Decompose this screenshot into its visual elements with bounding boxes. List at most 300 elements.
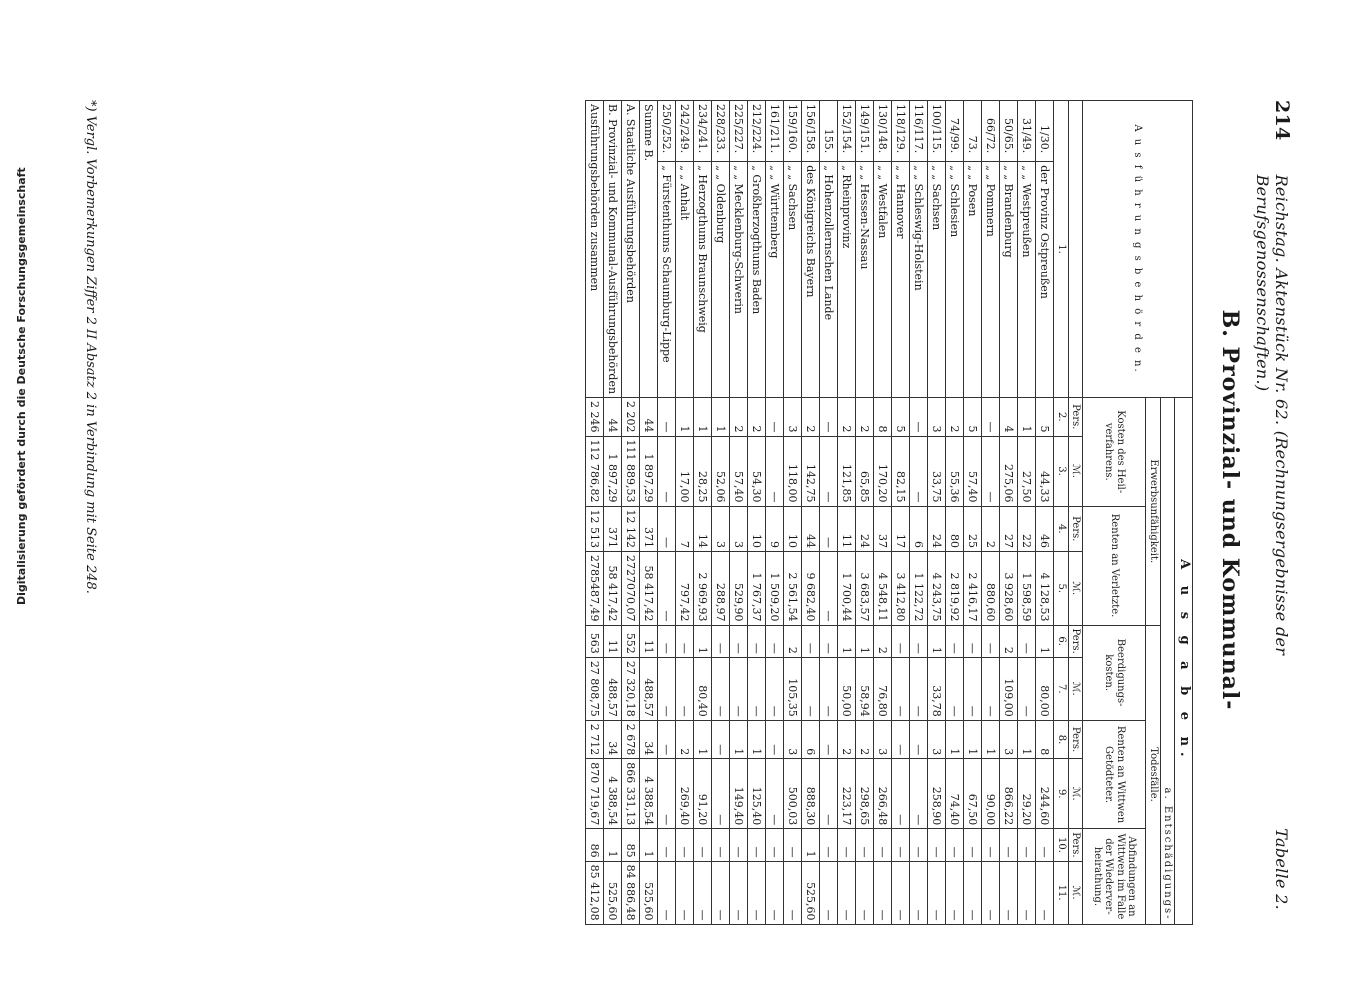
page-header (1253, 100, 1293, 910)
col-number: 3. (1054, 436, 1069, 506)
cell-c9: 29,20 (1018, 759, 1036, 829)
row-number: 250/252. (658, 101, 676, 162)
cell-c6: — (964, 625, 982, 657)
cell-c4: 46 (1036, 506, 1054, 552)
table-row (856, 101, 874, 925)
cell-c4: 11 (838, 506, 856, 552)
cell-c3: 44,33 (1036, 436, 1054, 506)
cell-c2: 3 (784, 398, 802, 437)
cell-c6: — (712, 625, 730, 657)
col-number: 5. (1054, 552, 1069, 625)
authority-name: „ „ Oldenburg (712, 162, 730, 398)
cell-c2: 4 (1000, 398, 1018, 437)
cell-c7: — (748, 657, 766, 720)
cell-c11: — (676, 861, 694, 924)
row-number: 234/241. (694, 101, 712, 162)
cell-c11: — (712, 861, 730, 924)
digitization-notice: Digitalisierung gefördert durch die Deutsche Forschungsgemeinschaft (15, 167, 28, 605)
cell-c9: 258,90 (928, 759, 946, 829)
cell-c11: — (694, 861, 712, 924)
cell-c3: 55,36 (946, 436, 964, 506)
cell-c6: 2 (1000, 625, 1018, 657)
cell-c6: — (1018, 625, 1036, 657)
cell-c11: 525,60 (640, 861, 658, 924)
cell-c8: — (892, 720, 910, 759)
cell-c8: 1 (730, 720, 748, 759)
cell-c2: — (982, 398, 1000, 437)
authority-name: „ „ Württemberg (766, 162, 784, 398)
cell-c7: 27 808,75 (586, 657, 604, 720)
cell-c5: 3 412,80 (892, 552, 910, 625)
cell-c6: 563 (586, 625, 604, 657)
table-row (946, 101, 964, 925)
cell-c7: 33,78 (928, 657, 946, 720)
cell-c4: 22 (1018, 506, 1036, 552)
table-label: Tabelle 2. (1272, 828, 1291, 910)
authority-name: des Königreichs Bayern (802, 162, 820, 398)
row-number: 228/233. (712, 101, 730, 162)
authority-name: der Provinz Ostpreußen (1036, 162, 1054, 398)
header-mark: ℳ. (1068, 759, 1083, 829)
cell-c11: — (910, 861, 928, 924)
cell-c6: 1 (928, 625, 946, 657)
cell-c8: 2 712 (586, 720, 604, 759)
footnote: *) Vergl. Vorbemerkungen Ziffer 2 II Absatz 2 in Verbindung mit Seite 248. (83, 100, 98, 594)
cell-c6: — (946, 625, 964, 657)
cell-c3: 27,50 (1018, 436, 1036, 506)
cell-c11: — (838, 861, 856, 924)
cell-c11: — (964, 861, 982, 924)
col-number: 9. (1054, 759, 1069, 829)
cell-c6: 1 (1036, 625, 1054, 657)
cell-c11: — (784, 861, 802, 924)
header-abfindungen: Abfindungen an Wittwen im Falle der Wiederver-heirathung. (1083, 829, 1146, 924)
cell-c7: 80,00 (1036, 657, 1054, 720)
cell-c9: 67,50 (964, 759, 982, 829)
cell-c5: 1 767,37 (748, 552, 766, 625)
cell-c9: — (766, 759, 784, 829)
col-number: 2. (1054, 398, 1069, 437)
cell-c5: 58 417,42 (640, 552, 658, 625)
cell-c3: 65,85 (856, 436, 874, 506)
cell-c4: 3 (712, 506, 730, 552)
cell-c9: 244,60 (1036, 759, 1054, 829)
cell-c5: 9 682,40 (802, 552, 820, 625)
header-ausfuehrung: A u s f ü h r u n g s b e h ö r d e n. (1083, 101, 1193, 398)
cell-c2: 44 (640, 398, 658, 437)
cell-c5: 2 969,93 (694, 552, 712, 625)
row-number: 66/72. (982, 101, 1000, 162)
cell-c9: 870 719,67 (586, 759, 604, 829)
cell-c3: 1 897,29 (640, 436, 658, 506)
cell-c8: 1 (1018, 720, 1036, 759)
authority-name: „ Herzogthums Braunschweig (694, 162, 712, 398)
cell-c8: 3 (874, 720, 892, 759)
cell-c4: 2 (982, 506, 1000, 552)
cell-c7: 76,80 (874, 657, 892, 720)
cell-c3: 17,00 (676, 436, 694, 506)
cell-c3: 118,00 (784, 436, 802, 506)
header-pers: Pers. (1068, 720, 1083, 759)
cell-c8: 6 (802, 720, 820, 759)
cell-c9: 866,22 (1000, 759, 1018, 829)
header-pers: Pers. (1068, 506, 1083, 552)
cell-c5: 4 128,53 (1036, 552, 1054, 625)
cell-c6: 11 (604, 625, 622, 657)
cell-c11: — (946, 861, 964, 924)
cell-c4: 44 (802, 506, 820, 552)
header-mark: ℳ. (1068, 861, 1083, 924)
cell-c9: — (712, 759, 730, 829)
table-row (694, 101, 712, 925)
cell-c7: — (766, 657, 784, 720)
cell-c5: 2 561,54 (784, 552, 802, 625)
cell-c7: 58,94 (856, 657, 874, 720)
cell-c3: 52,06 (712, 436, 730, 506)
cell-c10: — (820, 829, 838, 861)
col-number: 1. (1054, 101, 1069, 398)
header-pers: Pers. (1068, 625, 1083, 657)
cell-c5: 3 928,60 (1000, 552, 1018, 625)
cell-c4: 24 (928, 506, 946, 552)
cell-c10: — (730, 829, 748, 861)
cell-c3: 111 889,53 (622, 436, 640, 506)
cell-c4: 80 (946, 506, 964, 552)
table-row (748, 101, 766, 925)
cell-c3: 121,85 (838, 436, 856, 506)
cell-c4: 17 (892, 506, 910, 552)
cell-c5: 2 416,17 (964, 552, 982, 625)
table-row (1036, 101, 1054, 925)
data-table (585, 100, 1193, 925)
cell-c8: 1 (748, 720, 766, 759)
authority-name: „ „ Westpreußen (1018, 162, 1036, 398)
cell-c4: 371 (640, 506, 658, 552)
section-title: B. Provinzial- und Kommunal- (1217, 309, 1243, 711)
cell-c6: 2 (784, 625, 802, 657)
row-label: Summe B. (640, 101, 658, 398)
total-row (604, 101, 622, 925)
cell-c10: — (748, 829, 766, 861)
cell-c11: 84 886,48 (622, 861, 640, 924)
cell-c11: — (820, 861, 838, 924)
table-row (928, 101, 946, 925)
row-number: 73. (964, 101, 982, 162)
page-number: 214 (1271, 100, 1293, 141)
authority-name: „ Großherzogthums Baden (748, 162, 766, 398)
cell-c6: — (892, 625, 910, 657)
cell-c5: — (658, 552, 676, 625)
row-number: 1/30. (1036, 101, 1054, 162)
table-row (910, 101, 928, 925)
cell-c2: — (658, 398, 676, 437)
cell-c10: — (1000, 829, 1018, 861)
header-kosten-heil: Kosten des Heil-verfahrens. (1083, 398, 1146, 506)
cell-c3: — (658, 436, 676, 506)
cell-c10: — (892, 829, 910, 861)
table-row (784, 101, 802, 925)
row-number: 116/117. (910, 101, 928, 162)
cell-c4: 27 (1000, 506, 1018, 552)
row-number: 212/224. (748, 101, 766, 162)
cell-c9: — (892, 759, 910, 829)
cell-c4: 12 513 (586, 506, 604, 552)
cell-c10: — (766, 829, 784, 861)
cell-c4: 10 (784, 506, 802, 552)
cell-c6: — (730, 625, 748, 657)
cell-c7: 488,57 (640, 657, 658, 720)
cell-c9: 90,00 (982, 759, 1000, 829)
authority-name: „ „ Brandenburg (1000, 162, 1018, 398)
authority-name: „ „ Anhalt (676, 162, 694, 398)
cell-c6: 11 (640, 625, 658, 657)
cell-c4: 25 (964, 506, 982, 552)
row-label: Ausführungsbehörden zusammen (586, 101, 604, 398)
header-todesfaelle: Todesfälle. (1146, 625, 1161, 924)
cell-c5: 2 819,92 (946, 552, 964, 625)
col-number: 4. (1054, 506, 1069, 552)
authority-name: „ Fürstenthums Schaumburg-Lippe (658, 162, 676, 398)
table-body (586, 101, 1054, 925)
cell-c9: 149,40 (730, 759, 748, 829)
cell-c7: — (1018, 657, 1036, 720)
cell-c6: — (820, 625, 838, 657)
cell-c4: 10 (748, 506, 766, 552)
header-mark: ℳ. (1068, 436, 1083, 506)
header-renten-witwen: Renten an Wittwen Getödteter. (1083, 720, 1146, 828)
table-row (676, 101, 694, 925)
row-number: 74/99. (946, 101, 964, 162)
cell-c3: 54,30 (748, 436, 766, 506)
cell-c6: 1 (694, 625, 712, 657)
cell-c7: — (658, 657, 676, 720)
cell-c5: 288,97 (712, 552, 730, 625)
header-ausgaben: A u s g a b e n. (1175, 398, 1193, 925)
cell-c9: 269,40 (676, 759, 694, 829)
cell-c10: — (838, 829, 856, 861)
cell-c10: — (928, 829, 946, 861)
cell-c4: 3 (730, 506, 748, 552)
header-erwerbsunfaehigkeit: Erwerbsunfähigkeit. (1146, 398, 1161, 625)
cell-c9: 74,40 (946, 759, 964, 829)
cell-c4: 24 (856, 506, 874, 552)
cell-c5: 58 417,42 (604, 552, 622, 625)
cell-c10: — (874, 829, 892, 861)
cell-c10: 1 (604, 829, 622, 861)
cell-c8: 3 (784, 720, 802, 759)
sum-row (640, 101, 658, 925)
cell-c4: — (658, 506, 676, 552)
col-number: 10. (1054, 829, 1069, 861)
row-number: 242/249. (676, 101, 694, 162)
cell-c11: — (874, 861, 892, 924)
row-number: 100/115. (928, 101, 946, 162)
cell-c7: — (676, 657, 694, 720)
table-row (730, 101, 748, 925)
cell-c2: 3 (928, 398, 946, 437)
col-number: 8. (1054, 720, 1069, 759)
cell-c11: — (730, 861, 748, 924)
cell-c5: 1 700,44 (838, 552, 856, 625)
authority-name: „ „ Schlesien (946, 162, 964, 398)
cell-c4: 7 (676, 506, 694, 552)
cell-c2: 1 (1018, 398, 1036, 437)
cell-c2: 2 (802, 398, 820, 437)
cell-c2: — (766, 398, 784, 437)
authority-name: „ „ Hannover (892, 162, 910, 398)
cell-c6: 1 (838, 625, 856, 657)
cell-c9: — (658, 759, 676, 829)
cell-c6: 2 (874, 625, 892, 657)
authority-name: „ „ Sachsen (784, 162, 802, 398)
cell-c2: 2 202 (622, 398, 640, 437)
authority-name: „ „ Schleswig-Holstein (910, 162, 928, 398)
cell-c3: — (910, 436, 928, 506)
cell-c6: — (910, 625, 928, 657)
cell-c8: 3 (1000, 720, 1018, 759)
cell-c3: 1 897,29 (604, 436, 622, 506)
header-mark: ℳ. (1068, 552, 1083, 625)
cell-c7: — (946, 657, 964, 720)
cell-c8: — (658, 720, 676, 759)
cell-c11: — (1018, 861, 1036, 924)
cell-c8: 8 (1036, 720, 1054, 759)
cell-c8: 2 (838, 720, 856, 759)
cell-c6: — (766, 625, 784, 657)
cell-c3: — (766, 436, 784, 506)
row-number: 118/129. (892, 101, 910, 162)
cell-c4: 14 (694, 506, 712, 552)
cell-c9: 888,30 (802, 759, 820, 829)
cell-c6: — (676, 625, 694, 657)
cell-c7: — (730, 657, 748, 720)
cell-c11: — (928, 861, 946, 924)
cell-c2: 1 (712, 398, 730, 437)
cell-c2: 2 (748, 398, 766, 437)
cell-c11: — (658, 861, 676, 924)
cell-c7: 50,00 (838, 657, 856, 720)
cell-c7: — (712, 657, 730, 720)
row-number: 149/151. (856, 101, 874, 162)
cell-c11: — (856, 861, 874, 924)
cell-c4: 37 (874, 506, 892, 552)
cell-c10: — (1036, 829, 1054, 861)
cell-c2: 2 (856, 398, 874, 437)
cell-c11: — (766, 861, 784, 924)
cell-c9: 500,03 (784, 759, 802, 829)
cell-c9: — (820, 759, 838, 829)
cell-c8: 34 (604, 720, 622, 759)
cell-c8: — (910, 720, 928, 759)
cell-c11: 525,60 (802, 861, 820, 924)
cell-c9: 4 388,54 (604, 759, 622, 829)
row-number: 155. (820, 101, 838, 162)
table-row (892, 101, 910, 925)
cell-c10: — (712, 829, 730, 861)
cell-c10: — (1018, 829, 1036, 861)
header-title: Reichstag. Aktenstück Nr. 62. (Rechnungsergebnisse der Berufsgenossenschaften.) (1253, 174, 1291, 656)
cell-c2: 2 (946, 398, 964, 437)
row-number: 161/211. (766, 101, 784, 162)
col-number: 6. (1054, 625, 1069, 657)
cell-c8: 2 678 (622, 720, 640, 759)
cell-c7: 105,35 (784, 657, 802, 720)
cell-c3: 170,20 (874, 436, 892, 506)
cell-c8: — (766, 720, 784, 759)
cell-c6: 552 (622, 625, 640, 657)
authority-name: „ „ Sachsen (928, 162, 946, 398)
authority-name: „ Hohenzollernschen Lande (820, 162, 838, 398)
cell-c6: — (748, 625, 766, 657)
cell-c4: 6 (910, 506, 928, 552)
cell-c2: — (910, 398, 928, 437)
cell-c8: 1 (982, 720, 1000, 759)
cell-c2: 5 (1036, 398, 1054, 437)
cell-c11: — (1036, 861, 1054, 924)
cell-c4: 12 142 (622, 506, 640, 552)
cell-c10: — (964, 829, 982, 861)
cell-c9: 866 331,13 (622, 759, 640, 829)
cell-c10: 85 (622, 829, 640, 861)
cell-c10: — (946, 829, 964, 861)
cell-c11: — (982, 861, 1000, 924)
cell-c10: — (856, 829, 874, 861)
cell-c6: — (658, 625, 676, 657)
cell-c2: 5 (964, 398, 982, 437)
cell-c2: 8 (874, 398, 892, 437)
cell-c7: — (964, 657, 982, 720)
cell-c8: 1 (946, 720, 964, 759)
header-pers: Pers. (1068, 829, 1083, 861)
cell-c2: 5 (892, 398, 910, 437)
cell-c10: — (676, 829, 694, 861)
cell-c5: 880,60 (982, 552, 1000, 625)
cell-c8: 1 (694, 720, 712, 759)
cell-c11: — (748, 861, 766, 924)
cell-c3: — (982, 436, 1000, 506)
cell-c5: 2785487,49 (586, 552, 604, 625)
cell-c6: 1 (856, 625, 874, 657)
col-number: 11. (1054, 861, 1069, 924)
cell-c9: 266,48 (874, 759, 892, 829)
cell-c2: — (820, 398, 838, 437)
table-row (1018, 101, 1036, 925)
cell-c11: — (1000, 861, 1018, 924)
cell-c3: 142,75 (802, 436, 820, 506)
row-number: 152/154. (838, 101, 856, 162)
cell-c3: 33,75 (928, 436, 946, 506)
row-label: B. Provinzial- und Kommunal-Ausführungsbehörden (604, 101, 622, 398)
cell-c4: — (820, 506, 838, 552)
cell-c8: 2 (856, 720, 874, 759)
authority-name: „ „ Posen (964, 162, 982, 398)
cell-c7: — (892, 657, 910, 720)
row-number: 156/158. (802, 101, 820, 162)
cell-c3: 112 786,82 (586, 436, 604, 506)
table-row (766, 101, 784, 925)
cell-c3: 28,25 (694, 436, 712, 506)
table-row (820, 101, 838, 925)
row-number: 130/148. (874, 101, 892, 162)
cell-c10: — (910, 829, 928, 861)
cell-c5: — (820, 552, 838, 625)
authority-name: „ „ Hessen-Nassau (856, 162, 874, 398)
cell-c2: 2 (730, 398, 748, 437)
cell-c7: — (910, 657, 928, 720)
row-label: A. Staatliche Ausführungsbehörden (622, 101, 640, 398)
authority-name: „ „ Pommern (982, 162, 1000, 398)
cell-c10: — (784, 829, 802, 861)
